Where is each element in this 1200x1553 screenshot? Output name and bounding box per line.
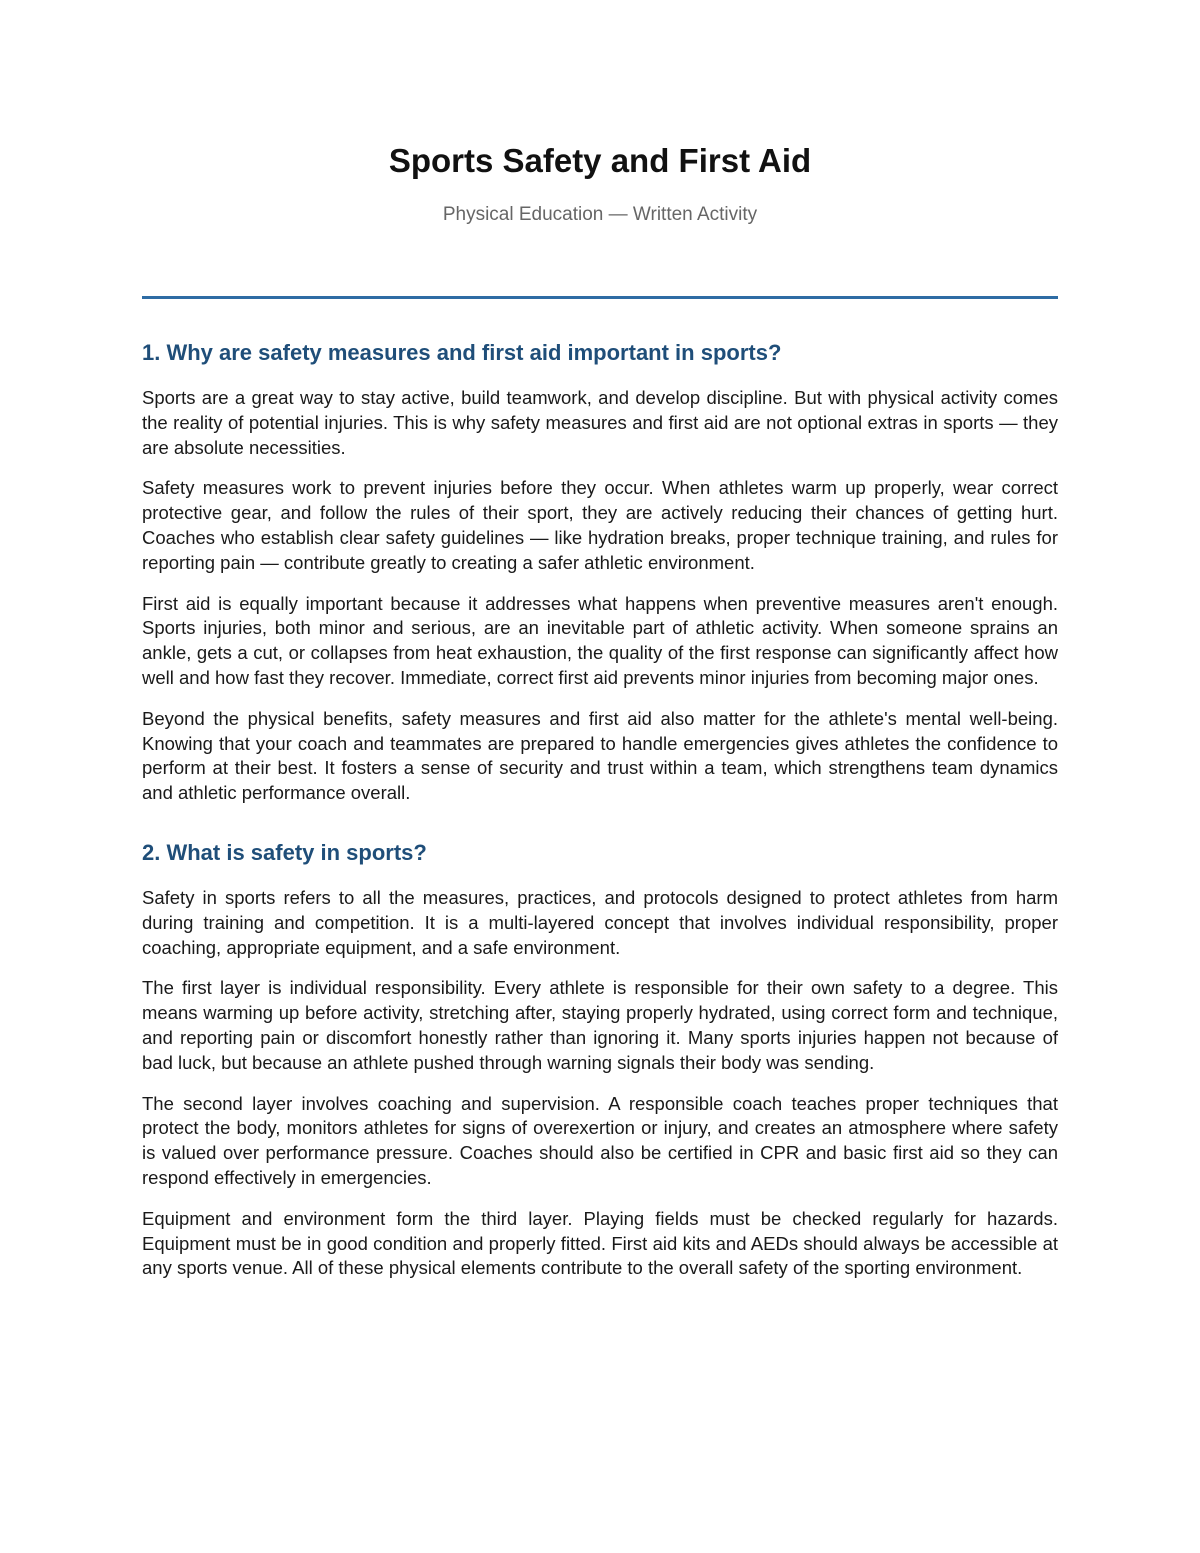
paragraph: Beyond the physical benefits, safety measures and first aid also matter for the athlete's mental well-being. Knowing that your coach and teammates are prepared to handle emergencies gives athletes the confidence to perform at their best. It fosters a sense of security and trust within a team, which strengthens team dynamics and athletic performance overall. <box>142 707 1058 804</box>
paragraph: Safety measures work to prevent injuries before they occur. When athletes warm up properly, wear correct protective gear, and follow the rules of their sport, they are actively reducing their chances of getting hurt. Coaches who establish clear safety guidelines — like hydration breaks, proper technique training, and rules for reporting pain — contribute greatly to creating a safer athletic environment. <box>142 477 1058 573</box>
paragraph: First aid is equally important because it addresses what happens when preventive measures aren't enough. Sports injuries, both minor and serious, are an inevitable part of athletic activity. When someone sprains an ankle, gets a cut, or collapses from heat exhaustion, the quality of the first response can significantly affect how well and how fast they recover. Immediate, correct first aid prevents minor injuries from becoming major ones. <box>142 592 1058 688</box>
section-heading: 2. What is safety in sports? <box>142 839 427 865</box>
header-divider <box>142 296 1058 299</box>
paragraph: Equipment and environment form the third layer. Playing fields must be checked regularly for hazards. Equipment must be in good condition and properly fitted. First aid kits and AEDs should always be accessible at any sports venue. All of these physical elements contribute to the overall safety of the sporting environment. <box>142 1207 1058 1279</box>
section-1 <box>142 336 1058 806</box>
document-body <box>142 336 1058 1297</box>
section-2 <box>142 836 1058 1281</box>
paragraph: The first layer is individual responsibility. Every athlete is responsible for their own safety to a degree. This means warming up before activity, stretching after, staying properly hydrated, using correct form and technique, and reporting pain or discomfort honestly rather than ignoring it. Many sports injuries happen not because of bad luck, but because an athlete pushed through warning signals their body was sending. <box>142 977 1058 1073</box>
paragraph: The second layer involves coaching and supervision. A responsible coach teaches proper techniques that protect the body, monitors athletes for signs of overexertion or injury, and creates an atmosphere where safety is valued over performance pressure. Coaches should also be certified in CPR and basic first aid so they can respond effectively in emergencies. <box>142 1092 1058 1188</box>
document-subtitle: Physical Education — Written Activity <box>442 204 758 225</box>
paragraph: Safety in sports refers to all the measures, practices, and protocols designed to protect athletes from harm during training and competition. It is a multi-layered concept that involves individual responsibility, proper coaching, appropriate equipment, and a safe environment. <box>142 886 1058 958</box>
section-heading: 1. Why are safety measures and first aid important in sports? <box>142 340 782 365</box>
document-title: Sports Safety and First Aid <box>388 142 812 179</box>
paragraph: Sports are a great way to stay active, build teamwork, and develop discipline. But with physical activity comes the reality of potential injuries. This is why safety measures and first aid are not optional extras in sports — they are absolute necessities. <box>142 387 1058 458</box>
